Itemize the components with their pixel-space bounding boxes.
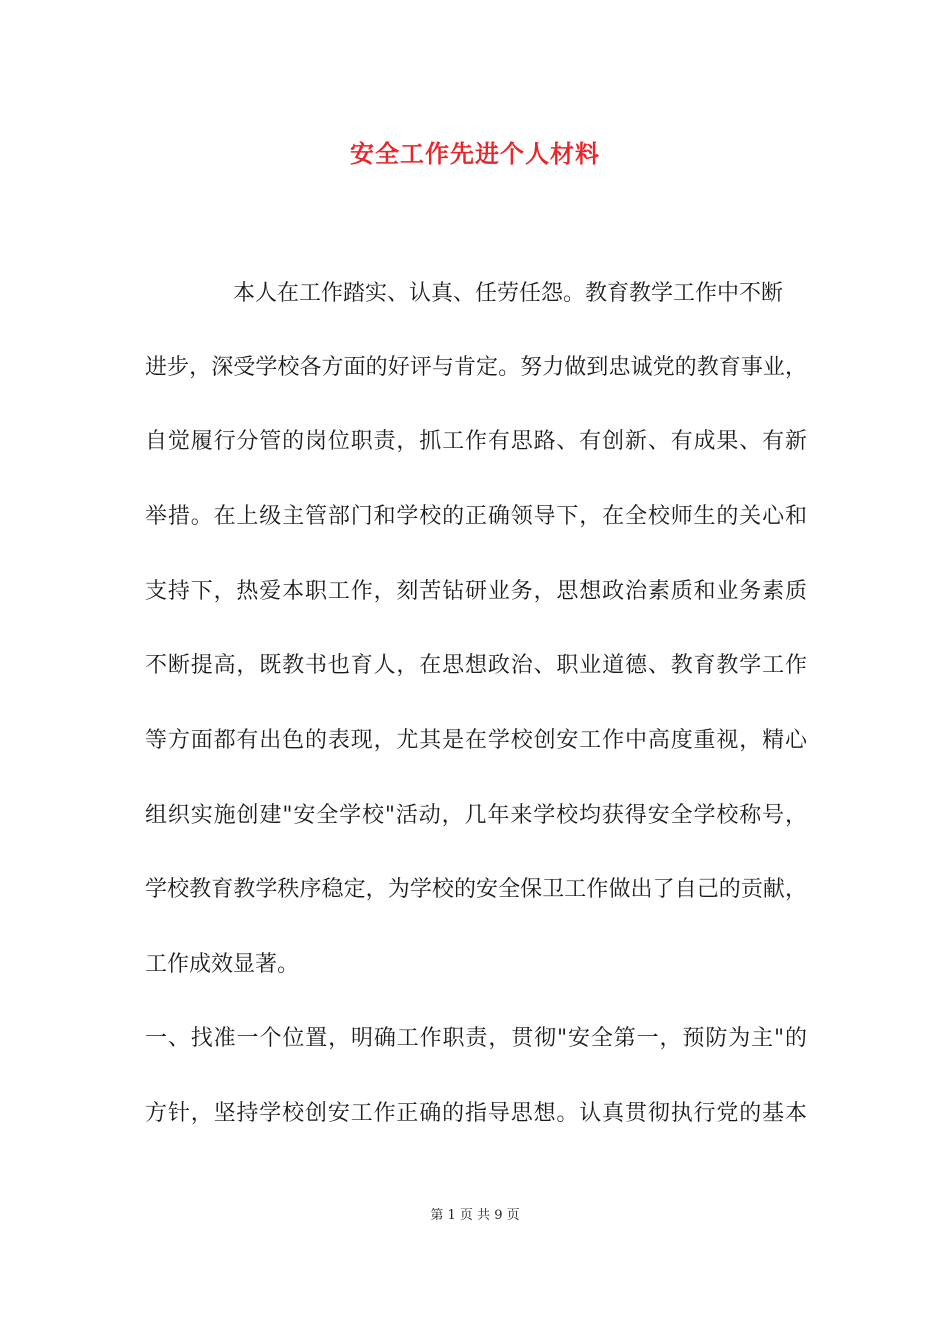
paragraph-line: 工作成效显著。 (145, 952, 300, 977)
paragraph-line: 等方面都有出色的表现，尤其是在学校创安工作中高度重视，精心 (145, 728, 807, 753)
paragraph-line: 组织实施创建"安全学校"活动，几年来学校均获得安全学校称号， (145, 803, 807, 828)
paragraph-line: 一、找准一个位置，明确工作职责，贯彻"安全第一，预防为主"的 (145, 1026, 807, 1051)
paragraph-line: 本人在工作踏实、认真、任劳任怨。教育教学工作中不断 (233, 281, 784, 306)
paragraph-line: 自觉履行分管的岗位职责，抓工作有思路、有创新、有成果、有新 (145, 429, 807, 454)
paragraph-line: 方针，坚持学校创安工作正确的指导思想。认真贯彻执行党的基本 (145, 1101, 807, 1126)
paragraph-line: 不断提高，既教书也育人，在思想政治、职业道德、教育教学工作 (145, 653, 807, 678)
paragraph-line: 举措。在上级主管部门和学校的正确领导下，在全校师生的关心和 (145, 504, 807, 529)
document-title: 安全工作先进个人材料 (350, 139, 600, 168)
paragraph-line: 支持下，热爱本职工作，刻苦钻研业务，思想政治素质和业务素质 (145, 579, 807, 604)
paragraph-line: 学校教育教学秩序稳定，为学校的安全保卫工作做出了自己的贡献， (145, 877, 807, 902)
paragraph-line: 进步，深受学校各方面的好评与肯定。努力做到忠诚党的教育事业， (145, 355, 807, 380)
page-number-footer: 第 1 页 共 9 页 (430, 1208, 520, 1223)
